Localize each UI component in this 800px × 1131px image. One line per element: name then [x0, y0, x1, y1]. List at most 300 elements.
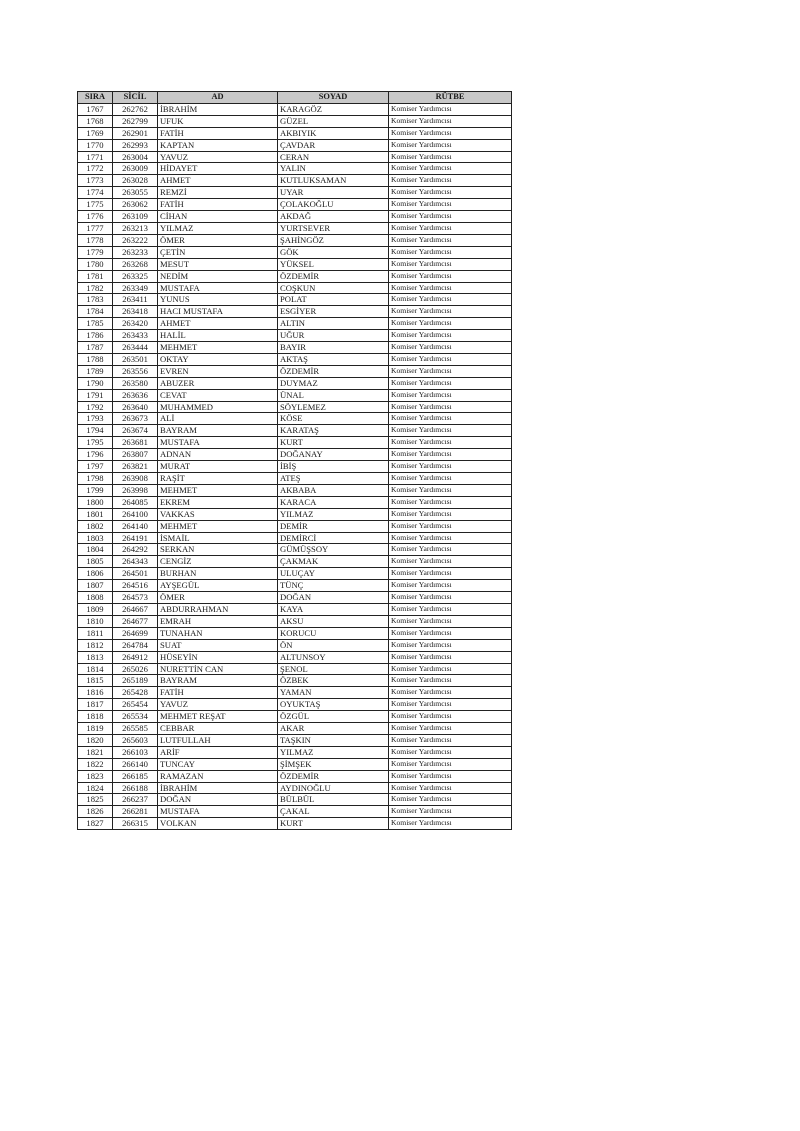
- soyad-cell: ÇAVDAR: [278, 139, 389, 151]
- rutbe-cell: Komiser Yardımcısı: [389, 318, 512, 330]
- soyad-cell: OYUKTAŞ: [278, 699, 389, 711]
- ad-cell: ÇETİN: [158, 246, 278, 258]
- personnel-table: [77, 91, 512, 830]
- sicil-cell: 263233: [113, 246, 158, 258]
- rutbe-cell: Komiser Yardımcısı: [389, 401, 512, 413]
- soyad-cell: GÜMÜŞSOY: [278, 544, 389, 556]
- soyad-cell: BÜLBÜL: [278, 794, 389, 806]
- sicil-cell: 264343: [113, 556, 158, 568]
- ad-cell: MUSTAFA: [158, 806, 278, 818]
- rutbe-cell: Komiser Yardımcısı: [389, 568, 512, 580]
- rutbe-cell: Komiser Yardımcısı: [389, 556, 512, 568]
- soyad-cell: YILMAZ: [278, 746, 389, 758]
- table-row: [78, 377, 512, 389]
- sira-cell: 1779: [78, 246, 113, 258]
- soyad-cell: DEMİRCİ: [278, 532, 389, 544]
- rutbe-cell: Komiser Yardımcısı: [389, 449, 512, 461]
- ad-cell: EVREN: [158, 365, 278, 377]
- table-row: [78, 103, 512, 115]
- header-sira: SIRA: [78, 92, 113, 104]
- sira-cell: 1807: [78, 580, 113, 592]
- rutbe-cell: Komiser Yardımcısı: [389, 294, 512, 306]
- sira-cell: 1792: [78, 401, 113, 413]
- sira-cell: 1813: [78, 651, 113, 663]
- table-row: [78, 139, 512, 151]
- sira-cell: 1786: [78, 330, 113, 342]
- soyad-cell: KUTLUKSAMAN: [278, 175, 389, 187]
- table-row: [78, 342, 512, 354]
- soyad-cell: AKTAŞ: [278, 353, 389, 365]
- sira-cell: 1822: [78, 758, 113, 770]
- soyad-cell: UYAR: [278, 187, 389, 199]
- sicil-cell: 262993: [113, 139, 158, 151]
- ad-cell: BURHAN: [158, 568, 278, 580]
- rutbe-cell: Komiser Yardımcısı: [389, 711, 512, 723]
- sicil-cell: 262762: [113, 103, 158, 115]
- ad-cell: RAMAZAN: [158, 770, 278, 782]
- sicil-cell: 264085: [113, 496, 158, 508]
- sira-cell: 1824: [78, 782, 113, 794]
- ad-cell: YAVUZ: [158, 151, 278, 163]
- sira-cell: 1780: [78, 258, 113, 270]
- table-row: [78, 699, 512, 711]
- sira-cell: 1801: [78, 508, 113, 520]
- ad-cell: SUAT: [158, 639, 278, 651]
- table-row: [78, 592, 512, 604]
- sicil-cell: 264140: [113, 520, 158, 532]
- soyad-cell: KARATAŞ: [278, 425, 389, 437]
- ad-cell: FATİH: [158, 687, 278, 699]
- table-row: [78, 127, 512, 139]
- sira-cell: 1804: [78, 544, 113, 556]
- rutbe-cell: Komiser Yardımcısı: [389, 473, 512, 485]
- soyad-cell: ULUÇAY: [278, 568, 389, 580]
- ad-cell: VAKKAS: [158, 508, 278, 520]
- rutbe-cell: Komiser Yardımcısı: [389, 520, 512, 532]
- ad-cell: İBRAHİM: [158, 103, 278, 115]
- rutbe-cell: Komiser Yardımcısı: [389, 103, 512, 115]
- soyad-cell: KARACA: [278, 496, 389, 508]
- ad-cell: NURETTİN CAN: [158, 663, 278, 675]
- sicil-cell: 263325: [113, 270, 158, 282]
- rutbe-cell: Komiser Yardımcısı: [389, 353, 512, 365]
- soyad-cell: ÖZBEK: [278, 675, 389, 687]
- rutbe-cell: Komiser Yardımcısı: [389, 544, 512, 556]
- sicil-cell: 264667: [113, 603, 158, 615]
- sira-cell: 1789: [78, 365, 113, 377]
- rutbe-cell: Komiser Yardımcısı: [389, 639, 512, 651]
- soyad-cell: ALTUNSOY: [278, 651, 389, 663]
- rutbe-cell: Komiser Yardımcısı: [389, 413, 512, 425]
- sira-cell: 1800: [78, 496, 113, 508]
- sira-cell: 1784: [78, 306, 113, 318]
- ad-cell: ALİ: [158, 413, 278, 425]
- header-row: [78, 92, 512, 104]
- ad-cell: TUNAHAN: [158, 627, 278, 639]
- sicil-cell: 263009: [113, 163, 158, 175]
- rutbe-cell: Komiser Yardımcısı: [389, 723, 512, 735]
- sira-cell: 1819: [78, 723, 113, 735]
- rutbe-cell: Komiser Yardımcısı: [389, 818, 512, 830]
- sicil-cell: 264573: [113, 592, 158, 604]
- soyad-cell: KORUCU: [278, 627, 389, 639]
- ad-cell: ABUZER: [158, 377, 278, 389]
- soyad-cell: ÇOLAKOĞLU: [278, 199, 389, 211]
- rutbe-cell: Komiser Yardımcısı: [389, 199, 512, 211]
- soyad-cell: TAŞKIN: [278, 734, 389, 746]
- rutbe-cell: Komiser Yardımcısı: [389, 461, 512, 473]
- ad-cell: BAYRAM: [158, 675, 278, 687]
- sira-cell: 1783: [78, 294, 113, 306]
- header-rutbe: RÜTBE: [389, 92, 512, 104]
- table-row: [78, 568, 512, 580]
- table-row: [78, 687, 512, 699]
- ad-cell: HÜSEYİN: [158, 651, 278, 663]
- sicil-cell: 265026: [113, 663, 158, 675]
- ad-cell: ADNAN: [158, 449, 278, 461]
- sira-cell: 1810: [78, 615, 113, 627]
- sicil-cell: 263349: [113, 282, 158, 294]
- table-row: [78, 651, 512, 663]
- sira-cell: 1820: [78, 734, 113, 746]
- soyad-cell: GÖK: [278, 246, 389, 258]
- sicil-cell: 264699: [113, 627, 158, 639]
- table-row: [78, 496, 512, 508]
- sira-cell: 1826: [78, 806, 113, 818]
- table-row: [78, 413, 512, 425]
- sicil-cell: 265585: [113, 723, 158, 735]
- table-header: [78, 92, 512, 104]
- sicil-cell: 263674: [113, 425, 158, 437]
- rutbe-cell: Komiser Yardımcısı: [389, 782, 512, 794]
- header-soyad: SOYAD: [278, 92, 389, 104]
- ad-cell: EMRAH: [158, 615, 278, 627]
- table-row: [78, 723, 512, 735]
- sicil-cell: 263908: [113, 473, 158, 485]
- sira-cell: 1812: [78, 639, 113, 651]
- table-row: [78, 556, 512, 568]
- sicil-cell: 266281: [113, 806, 158, 818]
- soyad-cell: ALTIN: [278, 318, 389, 330]
- soyad-cell: POLAT: [278, 294, 389, 306]
- sicil-cell: 266188: [113, 782, 158, 794]
- soyad-cell: YÜKSEL: [278, 258, 389, 270]
- ad-cell: ARİF: [158, 746, 278, 758]
- soyad-cell: ATEŞ: [278, 473, 389, 485]
- ad-cell: REMZİ: [158, 187, 278, 199]
- ad-cell: LUTFULLAH: [158, 734, 278, 746]
- table-row: [78, 675, 512, 687]
- ad-cell: VOLKAN: [158, 818, 278, 830]
- soyad-cell: ESGİYER: [278, 306, 389, 318]
- sira-cell: 1809: [78, 603, 113, 615]
- sicil-cell: 263998: [113, 484, 158, 496]
- sicil-cell: 263411: [113, 294, 158, 306]
- sira-cell: 1776: [78, 211, 113, 223]
- rutbe-cell: Komiser Yardımcısı: [389, 342, 512, 354]
- table-row: [78, 246, 512, 258]
- sicil-cell: 262799: [113, 115, 158, 127]
- rutbe-cell: Komiser Yardımcısı: [389, 211, 512, 223]
- ad-cell: MEHMET: [158, 520, 278, 532]
- soyad-cell: ŞİMŞEK: [278, 758, 389, 770]
- ad-cell: YAVUZ: [158, 699, 278, 711]
- rutbe-cell: Komiser Yardımcısı: [389, 437, 512, 449]
- rutbe-cell: Komiser Yardımcısı: [389, 222, 512, 234]
- sira-cell: 1782: [78, 282, 113, 294]
- soyad-cell: UĞUR: [278, 330, 389, 342]
- sira-cell: 1775: [78, 199, 113, 211]
- table-row: [78, 222, 512, 234]
- sira-cell: 1791: [78, 389, 113, 401]
- rutbe-cell: Komiser Yardımcısı: [389, 615, 512, 627]
- sicil-cell: 265534: [113, 711, 158, 723]
- sicil-cell: 266140: [113, 758, 158, 770]
- sira-cell: 1796: [78, 449, 113, 461]
- rutbe-cell: Komiser Yardımcısı: [389, 794, 512, 806]
- sira-cell: 1805: [78, 556, 113, 568]
- table-row: [78, 163, 512, 175]
- rutbe-cell: Komiser Yardımcısı: [389, 389, 512, 401]
- sira-cell: 1798: [78, 473, 113, 485]
- rutbe-cell: Komiser Yardımcısı: [389, 330, 512, 342]
- soyad-cell: ÇAKAL: [278, 806, 389, 818]
- soyad-cell: ÖZDEMİR: [278, 365, 389, 377]
- soyad-cell: AYDINOĞLU: [278, 782, 389, 794]
- rutbe-cell: Komiser Yardımcısı: [389, 270, 512, 282]
- ad-cell: İBRAHİM: [158, 782, 278, 794]
- sicil-cell: 263640: [113, 401, 158, 413]
- rutbe-cell: Komiser Yardımcısı: [389, 377, 512, 389]
- table-row: [78, 199, 512, 211]
- sira-cell: 1781: [78, 270, 113, 282]
- table-row: [78, 282, 512, 294]
- table-row: [78, 615, 512, 627]
- ad-cell: AYŞEGÜL: [158, 580, 278, 592]
- rutbe-cell: Komiser Yardımcısı: [389, 770, 512, 782]
- table-row: [78, 734, 512, 746]
- rutbe-cell: Komiser Yardımcısı: [389, 627, 512, 639]
- rutbe-cell: Komiser Yardımcısı: [389, 234, 512, 246]
- ad-cell: SERKAN: [158, 544, 278, 556]
- sicil-cell: 263433: [113, 330, 158, 342]
- sicil-cell: 263636: [113, 389, 158, 401]
- sicil-cell: 263580: [113, 377, 158, 389]
- sicil-cell: 264292: [113, 544, 158, 556]
- ad-cell: HACI MUSTAFA: [158, 306, 278, 318]
- rutbe-cell: Komiser Yardımcısı: [389, 675, 512, 687]
- sira-cell: 1768: [78, 115, 113, 127]
- header-ad: AD: [158, 92, 278, 104]
- soyad-cell: COŞKUN: [278, 282, 389, 294]
- sira-cell: 1799: [78, 484, 113, 496]
- soyad-cell: AKBIYIK: [278, 127, 389, 139]
- table-row: [78, 544, 512, 556]
- sira-cell: 1770: [78, 139, 113, 151]
- ad-cell: İSMAİL: [158, 532, 278, 544]
- soyad-cell: YURTSEVER: [278, 222, 389, 234]
- table-row: [78, 401, 512, 413]
- sira-cell: 1803: [78, 532, 113, 544]
- sira-cell: 1772: [78, 163, 113, 175]
- ad-cell: NEDİM: [158, 270, 278, 282]
- rutbe-cell: Komiser Yardımcısı: [389, 484, 512, 496]
- sira-cell: 1767: [78, 103, 113, 115]
- header-sicil: SİCİL: [113, 92, 158, 104]
- table-row: [78, 461, 512, 473]
- table-row: [78, 294, 512, 306]
- ad-cell: MUHAMMED: [158, 401, 278, 413]
- rutbe-cell: Komiser Yardımcısı: [389, 651, 512, 663]
- sira-cell: 1821: [78, 746, 113, 758]
- table-row: [78, 330, 512, 342]
- sicil-cell: 263673: [113, 413, 158, 425]
- soyad-cell: YALIN: [278, 163, 389, 175]
- soyad-cell: ŞAHİNGÖZ: [278, 234, 389, 246]
- soyad-cell: ÖZDEMİR: [278, 770, 389, 782]
- ad-cell: FATİH: [158, 127, 278, 139]
- table-row: [78, 806, 512, 818]
- sicil-cell: 263268: [113, 258, 158, 270]
- soyad-cell: ŞENOL: [278, 663, 389, 675]
- sicil-cell: 264784: [113, 639, 158, 651]
- table-row: [78, 484, 512, 496]
- sicil-cell: 262901: [113, 127, 158, 139]
- ad-cell: MESUT: [158, 258, 278, 270]
- ad-cell: BAYRAM: [158, 425, 278, 437]
- sira-cell: 1811: [78, 627, 113, 639]
- table-row: [78, 211, 512, 223]
- soyad-cell: DOĞAN: [278, 592, 389, 604]
- sicil-cell: 266103: [113, 746, 158, 758]
- rutbe-cell: Komiser Yardımcısı: [389, 163, 512, 175]
- soyad-cell: BAYIR: [278, 342, 389, 354]
- table-row: [78, 425, 512, 437]
- soyad-cell: ÖZDEMİR: [278, 270, 389, 282]
- sira-cell: 1785: [78, 318, 113, 330]
- ad-cell: ÖMER: [158, 592, 278, 604]
- soyad-cell: YILMAZ: [278, 508, 389, 520]
- table-row: [78, 115, 512, 127]
- rutbe-cell: Komiser Yardımcısı: [389, 687, 512, 699]
- sicil-cell: 263444: [113, 342, 158, 354]
- rutbe-cell: Komiser Yardımcısı: [389, 699, 512, 711]
- table-row: [78, 449, 512, 461]
- sicil-cell: 264912: [113, 651, 158, 663]
- soyad-cell: ÇAKMAK: [278, 556, 389, 568]
- table-row: [78, 711, 512, 723]
- soyad-cell: KURT: [278, 818, 389, 830]
- table-row: [78, 473, 512, 485]
- sicil-cell: 263055: [113, 187, 158, 199]
- ad-cell: YILMAZ: [158, 222, 278, 234]
- sira-cell: 1795: [78, 437, 113, 449]
- table-row: [78, 234, 512, 246]
- rutbe-cell: Komiser Yardımcısı: [389, 365, 512, 377]
- table-row: [78, 258, 512, 270]
- rutbe-cell: Komiser Yardımcısı: [389, 663, 512, 675]
- sira-cell: 1790: [78, 377, 113, 389]
- table-row: [78, 794, 512, 806]
- soyad-cell: DUYMAZ: [278, 377, 389, 389]
- sira-cell: 1769: [78, 127, 113, 139]
- table-row: [78, 175, 512, 187]
- sira-cell: 1825: [78, 794, 113, 806]
- rutbe-cell: Komiser Yardımcısı: [389, 151, 512, 163]
- sicil-cell: 265454: [113, 699, 158, 711]
- rutbe-cell: Komiser Yardımcısı: [389, 282, 512, 294]
- table-row: [78, 187, 512, 199]
- ad-cell: UFUK: [158, 115, 278, 127]
- table-row: [78, 639, 512, 651]
- soyad-cell: AKDAĞ: [278, 211, 389, 223]
- ad-cell: MEHMET: [158, 342, 278, 354]
- soyad-cell: KARAGÖZ: [278, 103, 389, 115]
- ad-cell: HALİL: [158, 330, 278, 342]
- soyad-cell: ÖN: [278, 639, 389, 651]
- sira-cell: 1777: [78, 222, 113, 234]
- soyad-cell: TÜNÇ: [278, 580, 389, 592]
- sicil-cell: 263556: [113, 365, 158, 377]
- ad-cell: AHMET: [158, 175, 278, 187]
- sira-cell: 1818: [78, 711, 113, 723]
- sicil-cell: 266185: [113, 770, 158, 782]
- sicil-cell: 264501: [113, 568, 158, 580]
- soyad-cell: AKAR: [278, 723, 389, 735]
- ad-cell: MEHMET: [158, 484, 278, 496]
- ad-cell: ABDURRAHMAN: [158, 603, 278, 615]
- ad-cell: KAPTAN: [158, 139, 278, 151]
- sicil-cell: 263062: [113, 199, 158, 211]
- sira-cell: 1817: [78, 699, 113, 711]
- sicil-cell: 263004: [113, 151, 158, 163]
- rutbe-cell: Komiser Yardımcısı: [389, 580, 512, 592]
- soyad-cell: KAYA: [278, 603, 389, 615]
- sicil-cell: 263028: [113, 175, 158, 187]
- rutbe-cell: Komiser Yardımcısı: [389, 758, 512, 770]
- table-row: [78, 627, 512, 639]
- ad-cell: CENGİZ: [158, 556, 278, 568]
- sira-cell: 1802: [78, 520, 113, 532]
- table-body: [78, 103, 512, 829]
- sira-cell: 1794: [78, 425, 113, 437]
- rutbe-cell: Komiser Yardımcısı: [389, 532, 512, 544]
- rutbe-cell: Komiser Yardımcısı: [389, 746, 512, 758]
- ad-cell: AHMET: [158, 318, 278, 330]
- sicil-cell: 266315: [113, 818, 158, 830]
- table-row: [78, 318, 512, 330]
- soyad-cell: KURT: [278, 437, 389, 449]
- sira-cell: 1806: [78, 568, 113, 580]
- ad-cell: YUNUS: [158, 294, 278, 306]
- rutbe-cell: Komiser Yardımcısı: [389, 127, 512, 139]
- soyad-cell: AKBABA: [278, 484, 389, 496]
- table-row: [78, 365, 512, 377]
- rutbe-cell: Komiser Yardımcısı: [389, 734, 512, 746]
- rutbe-cell: Komiser Yardımcısı: [389, 258, 512, 270]
- sira-cell: 1774: [78, 187, 113, 199]
- sira-cell: 1788: [78, 353, 113, 365]
- table-row: [78, 758, 512, 770]
- rutbe-cell: Komiser Yardımcısı: [389, 592, 512, 604]
- sira-cell: 1808: [78, 592, 113, 604]
- soyad-cell: İBİŞ: [278, 461, 389, 473]
- sira-cell: 1787: [78, 342, 113, 354]
- ad-cell: HİDAYET: [158, 163, 278, 175]
- table-row: [78, 663, 512, 675]
- table-row: [78, 437, 512, 449]
- soyad-cell: YAMAN: [278, 687, 389, 699]
